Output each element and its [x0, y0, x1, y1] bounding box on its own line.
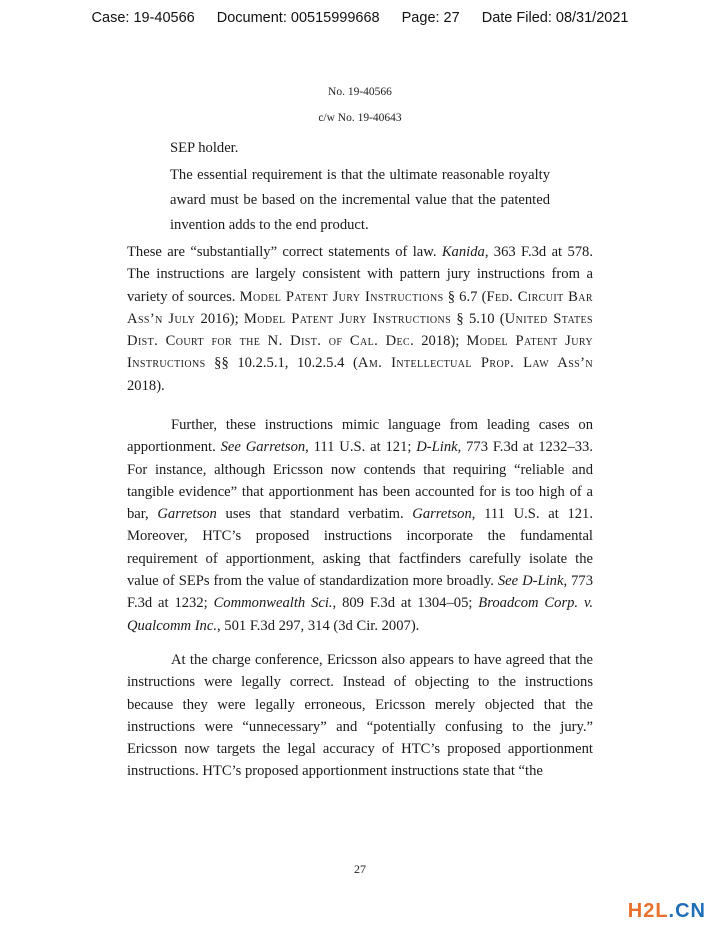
text-span: §§ 10.2.5.1, 10.2.5.4 (	[205, 355, 358, 372]
watermark-h2l: H2L	[627, 900, 669, 922]
document-number: Document: 00515999668	[216, 10, 380, 26]
page-number: 27	[354, 862, 366, 876]
text-span: 2016);	[195, 310, 244, 327]
text-span: , 809 F.3d at 1304–05;	[332, 595, 479, 612]
text-span: , 111 U.S. at 121;	[305, 439, 417, 456]
text-span: uses that standard verbatim.	[216, 506, 413, 523]
text-span: § 6.7 (	[443, 288, 487, 305]
case-cite: Garretson	[157, 506, 217, 523]
source-title: Model Patent Jury Instructions	[243, 310, 452, 327]
text-span: § 5.10 (	[451, 310, 505, 327]
source-title: Model Patent Jury Instructions	[127, 333, 593, 372]
caption-line-2: c/w No. 19-40643	[318, 112, 402, 124]
case-cite: Kanida	[441, 244, 485, 260]
text-span: , 501 F.3d 297, 314 (3d Cir. 2007).	[216, 617, 420, 634]
paragraph-text: At the charge conference, Ericsson also appears to have agreed that the instructions were legally correct. Instead of objecting to the instructions because they were legally erroneous, Ericsson merely objected that the instructions were “unnecessary” and “potentially confusing to the jury.” Ericsson now targets the legal accuracy of HTC’s proposed apportionment instructions. HTC’s proposed apportionment instructions state that “the	[127, 652, 593, 780]
case-cite: See Garretson	[220, 439, 306, 456]
case-cite: Garretson	[412, 506, 472, 523]
quote-fragment: SEP holder.	[170, 140, 239, 156]
case-number: Case: 19-40566	[91, 10, 195, 26]
pacer-header	[0, 10, 720, 26]
source-publisher: Fed. Circuit Bar Ass’n July	[127, 288, 593, 327]
text-span: , 111 U.S. at 121. Moreover, HTC’s proposed instructions incorporate the fundamental requirement of apportionment, asking that factfinders carefully isolate the value of SEPs from the value of standardization more broadly.	[127, 506, 593, 590]
watermark-cn: .CN	[668, 900, 706, 922]
text-span: 2018);	[414, 333, 467, 350]
text-span: 2018).	[127, 377, 165, 394]
text-span: These are “substantially” correct statements of law.	[127, 244, 442, 260]
case-cite: See D-Link	[497, 573, 564, 590]
paragraph-1	[127, 241, 593, 397]
paragraph-2	[127, 414, 593, 637]
text-span: Further, these instructions mimic language from leading cases on apportionment.	[127, 417, 593, 456]
case-cite: D-Link	[416, 439, 458, 456]
case-cite: Broadcom Corp. v. Qualcomm Inc.	[127, 595, 593, 634]
source-publisher: Am. Intellectual Prop. Law Ass’n	[357, 355, 594, 372]
text-span: , 773 F.3d at 1232;	[127, 573, 593, 612]
caption-line-1: No. 19-40566	[328, 86, 392, 98]
text-span: , 363 F.3d at 578. The instructions are largely consistent with pattern jury instructions from a variety of sources.	[127, 244, 593, 305]
page-indicator: Page: 27	[401, 10, 460, 26]
paragraph-3	[127, 649, 593, 783]
text-span: , 773 F.3d at 1232–33. For instance, although Ericsson now contends that requiring “reliable and tangible evidence” that apportionment has been accounted for is too high of a bar,	[127, 439, 593, 523]
watermark-logo	[628, 900, 706, 923]
date-filed: Date Filed: 08/31/2021	[481, 10, 629, 26]
block-quote	[170, 136, 550, 238]
source-publisher: United States Dist. Court for the N. Dist. of Cal. Dec.	[127, 310, 593, 350]
case-cite: Commonwealth Sci.	[213, 595, 333, 612]
quote-paragraph: The essential requirement is that the ultimate reasonable royalty award must be based on the incremental value that the patented invention adds to the end product.	[170, 167, 550, 233]
source-title: Model Patent Jury Instructions	[239, 288, 444, 305]
